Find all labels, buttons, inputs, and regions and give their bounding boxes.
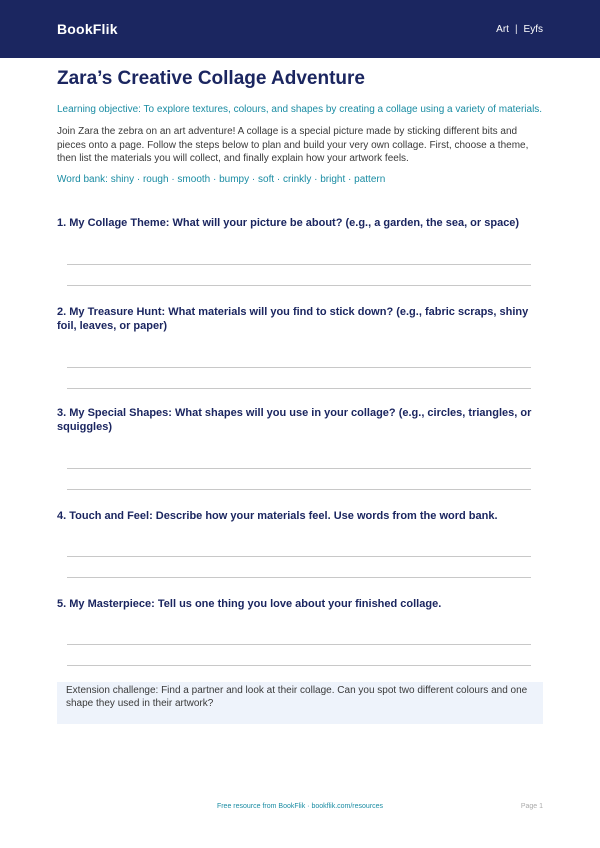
- answer-line[interactable]: [67, 644, 531, 645]
- brand-logo-text[interactable]: BookFlik: [57, 21, 118, 37]
- answer-line[interactable]: [67, 556, 531, 557]
- answer-line[interactable]: [67, 489, 531, 490]
- word-bank: Word bank: shiny · rough · smooth · bumpy · soft · crinkly · bright · pattern: [57, 173, 386, 185]
- question-3: [57, 406, 543, 434]
- answer-line[interactable]: [67, 665, 531, 666]
- answer-line[interactable]: [67, 285, 531, 286]
- question-text: 5. My Masterpiece: Tell us one thing you love about your finished collage.: [57, 598, 442, 610]
- intro-paragraph: Join Zara the zebra on an art adventure! A collage is a special picture made by sticking different bits and pieces onto a page. Follow the steps below to plan and build your very own collage. First, choose a theme, then list the materials you will collect, and finally explain how your artwork feels.: [57, 126, 529, 164]
- subject-label: Art: [496, 23, 509, 35]
- question-5: [57, 597, 543, 611]
- page-number: Page 1: [520, 803, 543, 810]
- footer-resource-link[interactable]: Free resource from BookFlik · bookflik.com/resources: [216, 803, 384, 810]
- learning-objective: Learning objective: To explore textures, colours, and shapes by creating a collage using a variety of materials.: [57, 104, 543, 115]
- question-2: [57, 305, 543, 333]
- answer-line[interactable]: [67, 468, 531, 469]
- answer-line[interactable]: [67, 367, 531, 368]
- answer-line[interactable]: [67, 577, 531, 578]
- question-text: 1. My Collage Theme: What will your picture be about? (e.g., a garden, the sea, or space): [57, 217, 520, 229]
- worksheet-title: Zara’s Creative Collage Adventure: [57, 68, 365, 89]
- level-label: Eyfs: [523, 23, 543, 35]
- question-4: [57, 509, 543, 523]
- extension-challenge: Extension challenge: Find a partner and look at their collage. Can you spot two different colours and one shape they used in their artwork?: [57, 682, 543, 724]
- header-meta: [496, 24, 543, 35]
- page-header: [0, 0, 600, 58]
- header-separator: |: [514, 23, 518, 35]
- worksheet-intro: [57, 64, 543, 186]
- question-text: 2. My Treasure Hunt: What materials will you find to stick down? (e.g., fabric scraps, shiny foil, leaves, or paper): [57, 306, 529, 332]
- question-text: 4. Touch and Feel: Describe how your materials feel. Use words from the word bank.: [57, 510, 498, 522]
- answer-line[interactable]: [67, 264, 531, 265]
- question-1: [57, 216, 543, 230]
- question-text: 3. My Special Shapes: What shapes will you use in your collage? (e.g., circles, triangles, or squiggles): [57, 407, 532, 433]
- answer-line[interactable]: [67, 388, 531, 389]
